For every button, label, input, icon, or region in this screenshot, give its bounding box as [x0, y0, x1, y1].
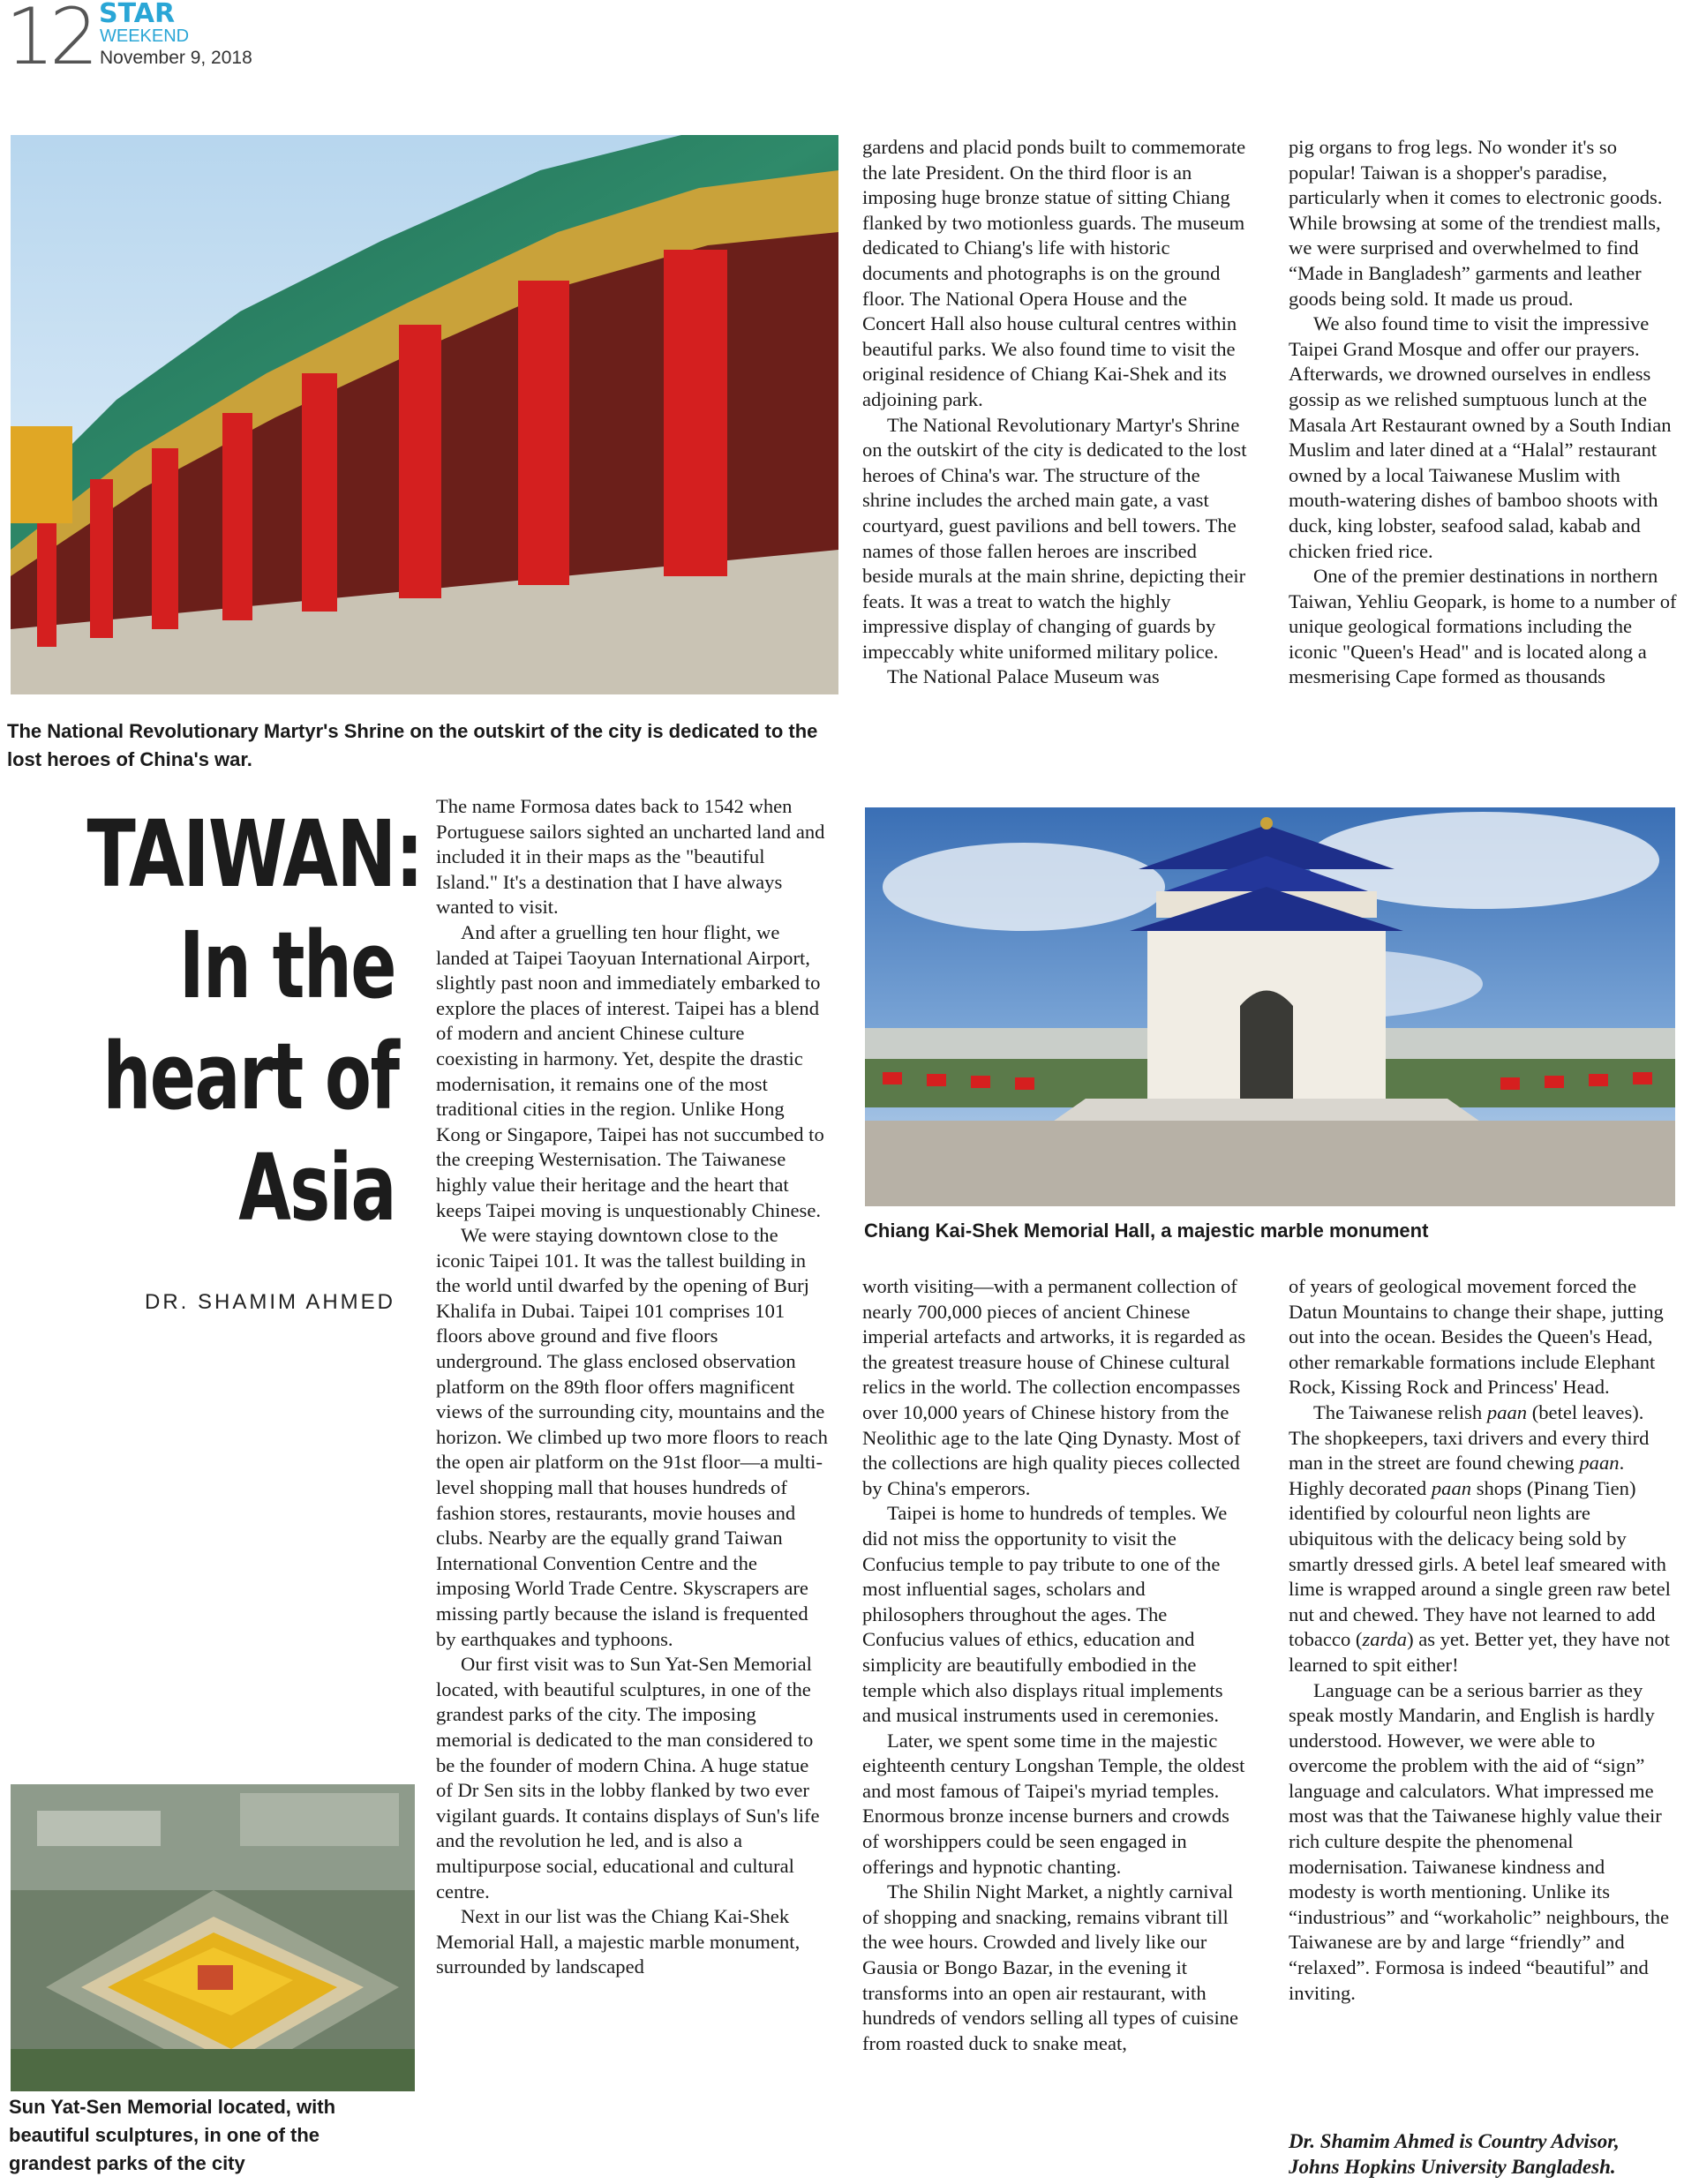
paragraph: gardens and placid ponds built to commemorate the late President. On the third floor is an imposing huge bronze statue of sitting Chiang flanked by two motionless guards. The museum dedicated to Chiang's life with historic documents and photographs is on the ground floor. The National Opera House and the Concert Hall also house cultural centres within beautiful parks. We also found time to visit the original residence of Chiang Kai-Shek and its adjoining park. — [862, 136, 1246, 410]
paragraph — [1289, 1400, 1677, 1678]
memorial-hall-caption: Chiang Kai-Shek Memorial Hall, a majestic marble monument — [864, 1220, 1429, 1242]
paragraph: Later, we spent some time in the majestic eighteenth century Longshan Temple, the oldest and most famous of Taipei's myriad temples. Enormous bronze incense burners and crowds of worshippers could be seen engaged in offerings and hypnotic chanting. — [862, 1729, 1245, 1878]
headline-line-1: TAIWAN: — [86, 800, 423, 908]
paragraph: The National Revolutionary Martyr's Shrine on the outskirt of the city is dedicated to the lost heroes of China's war. The structure of the shrine includes the arched main gate, a vast courtyard, guest pavilions and bell towers. The names of those fallen heroes are inscribed beside murals at the main shrine, depicting their feats. It was a treat to watch the highly impressive display of changing of guards by impeccably white uniformed military police. — [862, 413, 1247, 663]
paragraph: The National Palace Museum was — [887, 665, 1160, 688]
issue-date: November 9, 2018 — [100, 48, 252, 68]
brand-logo: STAR — [99, 0, 176, 29]
byline: DR. SHAMIM AHMED — [144, 1290, 395, 1314]
italic-term: paan — [1431, 1476, 1472, 1499]
text-run: ) as yet. Better yet, they have not learned to spit either! — [1289, 1628, 1671, 1676]
author-note-line-1: Dr. Shamim Ahmed is Country Advisor, — [1289, 2130, 1620, 2152]
text-run: . Highly decorated — [1289, 1452, 1625, 1499]
italic-term: zarda — [1362, 1628, 1408, 1651]
paragraph: The Shilin Night Market, a nightly carnival of shopping and snacking, remains vibrant till the wee hours. Crowded and lively like our Gausia or Bongo Bazar, in the evening it transforms into an open air restaurant, with hundreds of vendors selling all types of cuisine from roasted duck to snake meat, — [862, 1880, 1239, 2054]
section-name: WEEKEND — [100, 26, 190, 46]
paragraph: Language can be a serious barrier as they speak mostly Mandarin, and English is hardly understood. However, we were able to overcome the problem with the aid of “sign” language and calculators. What impressed me most was that the Taiwanese highly value their rich culture despite the phenomenal modernisation. Taiwanese kindness and modesty is worth mentioning. Unlike its “industrious” and “workaholic” neighbours, the Taiwanese are by and large “friendly” and “relaxed”. Formosa is indeed “beautiful” and inviting. — [1289, 1678, 1670, 2004]
article-column-3-top — [1289, 135, 1677, 792]
paragraph: worth visiting—with a permanent collection of nearly 700,000 pieces of ancient Chinese imperial artefacts and artworks, it is regarded as the greatest treasure house of Chinese cultural relics in the world. The collection encompasses over 10,000 years of Chinese history from the Neolithic age to the late Qing Dynasty. Most of the collections are high quality pieces collected by China's emperors. — [862, 1275, 1246, 1499]
paragraph: Taipei is home to hundreds of temples. We did not miss the opportunity to visit the Confucius temple to pay tribute to one of the most influential sages, scholars and philosophers throughout the ages. The Confucius values of ethics, education and simplicity are beautifully embodied in the temple which also displays ritual implements and musical instruments used in ceremonies. — [862, 1502, 1228, 1727]
paragraph: Our first visit was to Sun Yat-Sen Memorial located, with beautiful sculptures, in one of the grandest parks of the city. The imposing memorial is dedicated to the man considered to be the founder of modern China. A huge statue of Dr Sen sits in the lobby flanked by two ever vigilant guards. It contains displays of Sun's life and the revolution he led, and is also a multipurpose social, educational and cultural centre. — [436, 1653, 820, 1903]
headline-line-2: In the — [178, 912, 395, 1019]
paragraph: pig organs to frog legs. No wonder it's so popular! Taiwan is a shopper's paradise, particularly when it comes to electronic goods. While browsing at some of the trendiest malls, we were surprised and overwhelmed to find “Made in Bangladesh” garments and leather goods being sold. It made us proud. — [1289, 136, 1663, 310]
page-number: 12 — [5, 0, 94, 82]
shrine-caption: The National Revolutionary Martyr's Shrine on the outskirt of the city is dedicated to the lost heroes of China's war. — [7, 720, 818, 770]
author-note-line-2: Johns Hopkins University Bangladesh. — [1289, 2156, 1616, 2178]
sun-yat-sen-memorial-photo — [11, 1784, 415, 2091]
paragraph: One of the premier destinations in northern Taiwan, Yehliu Geopark, is home to a number of unique geological formations including the iconic "Queen's Head" and is located along a mesmerising Cape formed as thousands — [1289, 565, 1677, 688]
article-column-1 — [436, 794, 829, 2184]
text-run: The Taiwanese relish — [1313, 1400, 1487, 1423]
headline-line-3: heart of — [102, 1023, 399, 1130]
paragraph: We also found time to visit the impressive Taipei Grand Mosque and offer our prayers. Afterwards, we drowned ourselves in endless gossip as we relished sumptuous lunch at the Masala Art Restaurant owned by a South Indian Muslim and later dined at a “Halal” restaurant owned by a local Taiwanese Muslim with mouth-watering dishes of bamboo shoots with duck, king lobster, seafood salad, kabab and chicken fried rice. — [1289, 312, 1672, 562]
article-column-3-bottom — [1289, 1274, 1677, 2104]
headline-line-4: Asia — [238, 1134, 395, 1242]
memorial-hall-photo — [865, 807, 1675, 1206]
text-run: (betel leaves). The shopkeepers, taxi drivers and every third man in the street are found chewing — [1289, 1400, 1650, 1475]
paragraph: of years of geological movement forced the Datun Mountains to change their shape, jutting out into the ocean. Besides the Queen's Head, other remarkable formations include Elephant Rock, Kissing Rock and Princess' Head. — [1289, 1275, 1664, 1399]
sun-yat-sen-caption: Sun Yat-Sen Memorial located, with beautiful sculptures, in one of the grandest parks of the city — [9, 2096, 336, 2174]
article-column-2-top — [862, 135, 1247, 792]
italic-term: paan — [1486, 1400, 1528, 1423]
italic-term: paan — [1579, 1452, 1620, 1475]
paragraph: The name Formosa dates back to 1542 when Portuguese sailors sighted an uncharted land and included it in their maps as the "beautiful Island." It's a destination that I have always wanted to visit. — [436, 795, 825, 919]
headline — [0, 799, 423, 1243]
paragraph: Next in our list was the Chiang Kai-Shek Memorial Hall, a majestic marble monument, surrounded by landscaped — [436, 1905, 801, 1978]
paragraph: We were staying downtown close to the iconic Taipei 101. It was the tallest building in the world until dwarfed by the opening of Burj Khalifa in Dubai. Taipei 101 comprises 101 floors above ground and five floors underground. The glass enclosed observation platform on the 89th floor offers magnificent views of the surrounding city, mountains and the horizon. We climbed up two more floors to reach the open air platform on the 91st floor—a multi-level shopping mall that houses hundreds of fashion stores, restaurants, movie houses and clubs. Nearby are the equally grand Taiwan International Convention Centre and the imposing World Trade Centre. Skyscrapers are missing partly because the island is frequented by earthquakes and typhoons. — [436, 1224, 828, 1650]
paragraph: And after a gruelling ten hour flight, we landed at Taipei Taoyuan International Airport, slightly past noon and immediately embarked to explore the places of interest. Taipei has a blend of modern and ancient Chinese culture coexisting in harmony. Yet, despite the drastic modernisation, it remains one of the most traditional cities in the region. Unlike Hong Kong or Singapore, Taipei has not succumbed to the creeping Westernisation. The Taiwanese highly value their heritage and the heart that keeps Taipei moving is unquestionably Chinese. — [436, 920, 824, 1221]
article-column-2-bottom — [862, 1274, 1247, 2184]
text-run: shops (Pinang Tien) identified by colourful neon lights are ubiquitous with the delicacy being sold by smartly dressed girls. A betel leaf smeared with lime is wrapped around a single green raw betel nut and chewed. They have not learned to add tobacco ( — [1289, 1476, 1671, 1651]
author-note — [1289, 2128, 1677, 2180]
shrine-photo — [11, 135, 838, 694]
